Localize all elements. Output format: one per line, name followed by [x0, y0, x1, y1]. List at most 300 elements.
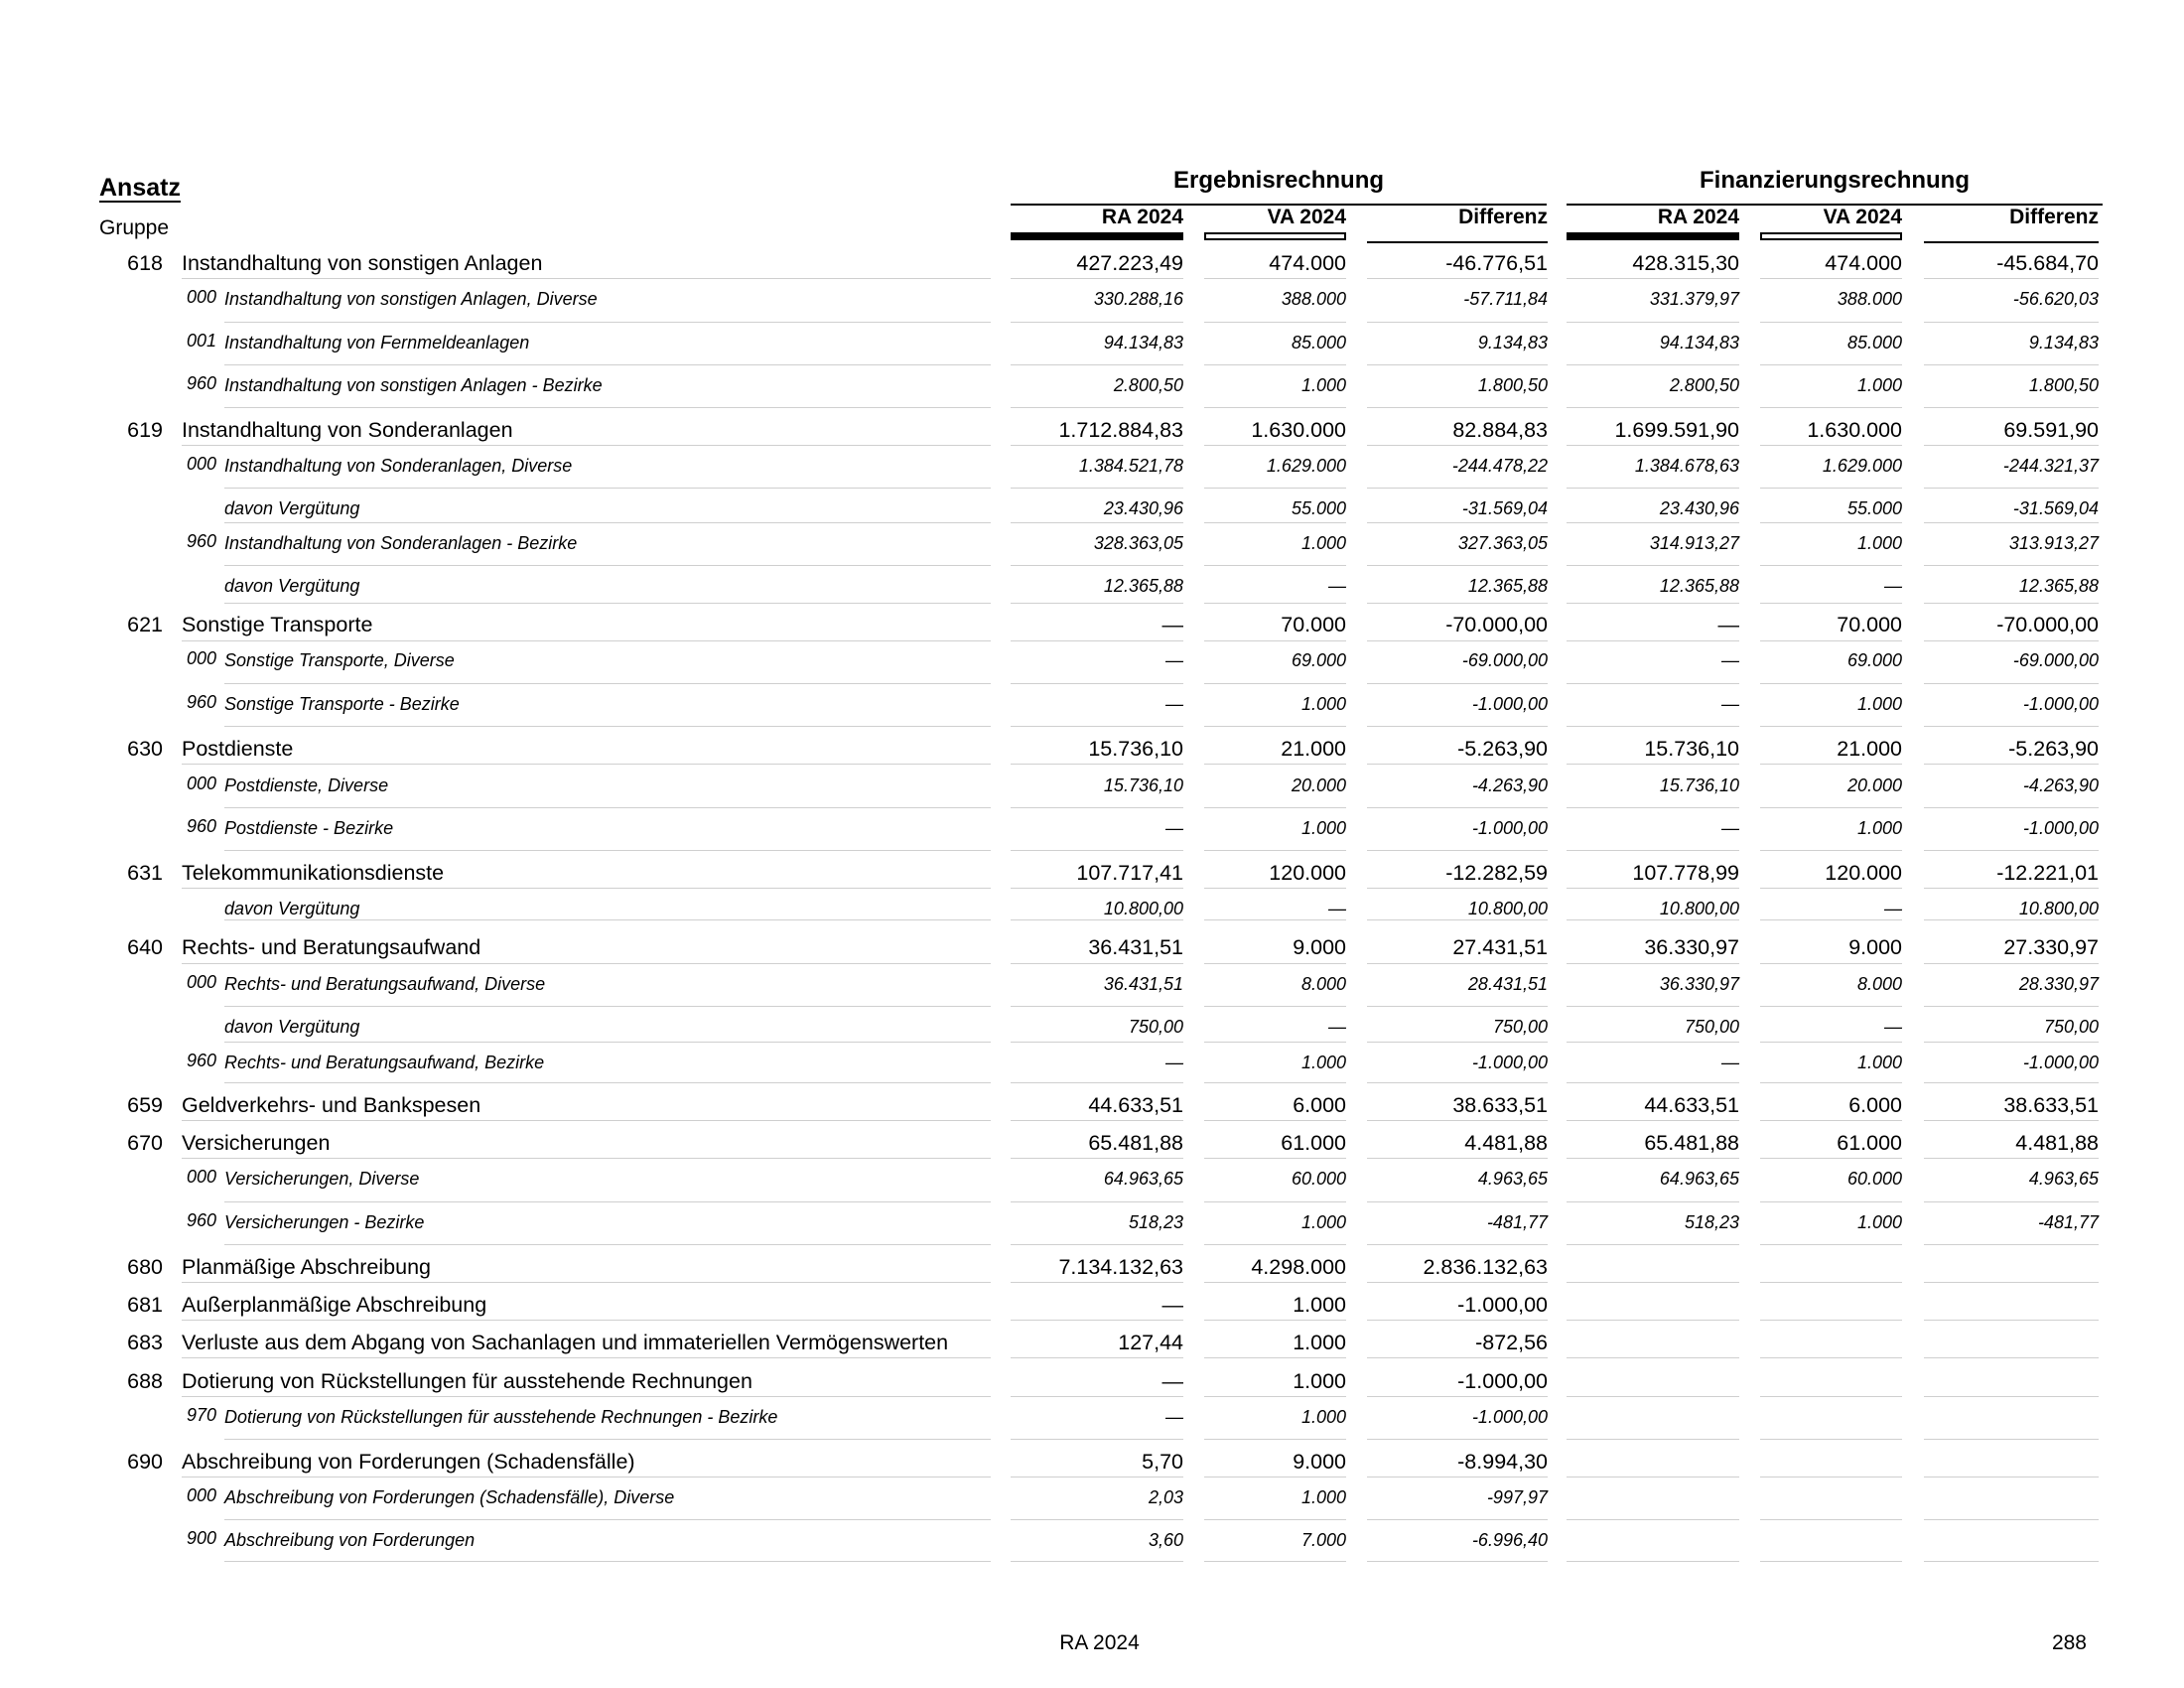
cell-rule [1924, 963, 2099, 964]
row-label-rule [182, 278, 991, 279]
cell-rule [1567, 726, 1739, 727]
row-value: 1.712.884,83 [1058, 418, 1183, 442]
row-label-rule [224, 603, 991, 604]
row-value: 1.000 [1293, 1369, 1346, 1393]
row-value: 4.963,65 [2028, 1169, 2099, 1189]
cell-rule [1204, 1282, 1346, 1283]
row-label-rule [182, 1120, 991, 1121]
cell-rule [1367, 445, 1548, 446]
row-value: 328.363,05 [1093, 533, 1183, 553]
cell-rule [1924, 764, 2099, 765]
row-label-rule [224, 1201, 991, 1202]
cell-rule [1924, 1120, 2099, 1121]
page-number: 288 [2051, 1631, 2087, 1654]
row-value: 12.365,88 [1103, 576, 1183, 596]
cell-rule [1204, 1158, 1346, 1159]
row-value: 27.330,97 [2003, 935, 2099, 959]
cell-rule [1011, 603, 1183, 604]
cell-rule [1204, 522, 1346, 523]
row-label-rule [224, 726, 991, 727]
cell-rule [1567, 1244, 1739, 1245]
cell-rule [1567, 850, 1739, 851]
cell-rule [1924, 1006, 2099, 1007]
cell-rule [1204, 764, 1346, 765]
row-code: 688 [127, 1369, 163, 1393]
cell-rule [1760, 1282, 1902, 1283]
row-value: 21.000 [1281, 737, 1346, 761]
cell-rule [1011, 764, 1183, 765]
cell-rule [1567, 1561, 1739, 1562]
cell-rule [1924, 364, 2099, 365]
cell-rule [1367, 764, 1548, 765]
cell-rule [1567, 764, 1739, 765]
cell-rule [1011, 1006, 1183, 1007]
row-label: Verluste aus dem Abgang von Sachanlagen und immateriellen Vermögenswerten [182, 1331, 949, 1354]
row-value: 1.384.678,63 [1634, 456, 1739, 476]
row-value: 4.481,88 [1464, 1131, 1548, 1155]
row-value: 69.591,90 [2003, 418, 2099, 442]
row-value: 4.298.000 [1251, 1255, 1346, 1279]
row-value: 36.330,97 [1644, 935, 1739, 959]
cell-rule [1367, 1244, 1548, 1245]
row-value: -12.221,01 [1996, 861, 2099, 885]
cell-rule [1760, 1561, 1902, 1562]
row-label: Sonstige Transporte - Bezirke [224, 694, 460, 714]
row-value: — [1721, 1053, 1739, 1072]
row-value: -481,77 [2037, 1212, 2099, 1232]
cell-rule [1924, 1158, 2099, 1159]
cell-rule [1924, 1396, 2099, 1397]
row-value: 1.630.000 [1251, 418, 1346, 442]
cell-rule [1567, 888, 1739, 889]
row-code: 960 [186, 1051, 216, 1070]
row-value: — [1165, 694, 1183, 714]
cell-rule [1924, 445, 2099, 446]
row-code: 900 [186, 1528, 216, 1548]
row-value: — [1328, 899, 1346, 918]
row-label-rule [182, 445, 991, 446]
cell-rule [1367, 488, 1548, 489]
row-code: 960 [186, 816, 216, 836]
row-label: Versicherungen [182, 1131, 331, 1155]
row-label-rule [224, 364, 991, 365]
row-value: — [1884, 899, 1902, 918]
cell-rule [1760, 1082, 1902, 1083]
column-header: VA 2024 [1267, 206, 1346, 228]
cell-rule [1567, 683, 1739, 684]
cell-rule [1367, 407, 1548, 408]
row-value: -244.478,22 [1451, 456, 1548, 476]
row-label: Rechts- und Beratungsaufwand, Bezirke [224, 1053, 545, 1072]
row-code: 659 [127, 1093, 163, 1117]
row-value: 36.330,97 [1659, 974, 1739, 994]
row-value: 70.000 [1837, 613, 1902, 636]
row-label-rule [224, 683, 991, 684]
cell-rule [1204, 888, 1346, 889]
cell-rule [1367, 603, 1548, 604]
row-value: 61.000 [1281, 1131, 1346, 1155]
row-label: Rechts- und Beratungsaufwand, Diverse [224, 974, 546, 994]
row-label: Instandhaltung von sonstigen Anlagen, Diverse [224, 289, 598, 309]
row-value: 9.134,83 [2028, 333, 2099, 352]
cell-rule [1760, 1158, 1902, 1159]
row-value: -45.684,70 [1996, 251, 2099, 275]
row-label-rule [182, 1357, 991, 1358]
cell-rule [1367, 640, 1548, 641]
cell-rule [1367, 1519, 1548, 1520]
row-value: — [1165, 1053, 1183, 1072]
row-value: -46.776,51 [1445, 251, 1548, 275]
cell-rule [1011, 640, 1183, 641]
cell-rule [1367, 522, 1548, 523]
row-value: 70.000 [1281, 613, 1346, 636]
cell-rule [1367, 888, 1548, 889]
row-value: -1.000,00 [1471, 1053, 1548, 1072]
row-code: 960 [186, 531, 216, 551]
cell-rule [1924, 850, 2099, 851]
row-value: 1.000 [1856, 694, 1902, 714]
cell-rule [1760, 1439, 1902, 1440]
row-value: -1.000,00 [1457, 1369, 1548, 1393]
ansatz-heading: Ansatz [99, 174, 181, 202]
row-label-rule [224, 322, 991, 323]
cell-rule [1011, 726, 1183, 727]
cell-rule [1204, 1519, 1346, 1520]
cell-rule [1367, 278, 1548, 279]
row-value: -5.263,90 [2008, 737, 2099, 761]
column-marker-hollow [1760, 232, 1902, 240]
cell-rule [1011, 1519, 1183, 1520]
row-value: -1.000,00 [2022, 818, 2099, 838]
cell-rule [1924, 683, 2099, 684]
cell-rule [1760, 640, 1902, 641]
row-label: Abschreibung von Forderungen (Schadensfälle), Diverse [224, 1487, 675, 1507]
cell-rule [1011, 683, 1183, 684]
cell-rule [1567, 488, 1739, 489]
cell-rule [1924, 1320, 2099, 1321]
row-value: 1.000 [1293, 1331, 1346, 1354]
cell-rule [1924, 1244, 2099, 1245]
cell-rule [1567, 565, 1739, 566]
cell-rule [1567, 1439, 1739, 1440]
cell-rule [1011, 1158, 1183, 1159]
row-code: 630 [127, 737, 163, 761]
row-value: — [1161, 1369, 1183, 1393]
row-label-rule [224, 1042, 991, 1043]
cell-rule [1924, 1561, 2099, 1562]
cell-rule [1760, 1320, 1902, 1321]
column-header: RA 2024 [1657, 206, 1739, 228]
cell-rule [1924, 1201, 2099, 1202]
cell-rule [1567, 1396, 1739, 1397]
row-code: 618 [127, 251, 163, 275]
cell-rule [1367, 1082, 1548, 1083]
cell-rule [1011, 488, 1183, 489]
row-value: 27.431,51 [1452, 935, 1548, 959]
row-value: — [1165, 1407, 1183, 1427]
row-label-rule [182, 764, 991, 765]
cell-rule [1011, 1120, 1183, 1121]
row-label: Versicherungen, Diverse [224, 1169, 420, 1189]
cell-rule [1204, 1042, 1346, 1043]
cell-rule [1011, 278, 1183, 279]
row-value: 69.000 [1846, 650, 1902, 670]
row-value: 44.633,51 [1088, 1093, 1183, 1117]
row-label-rule [182, 963, 991, 964]
cell-rule [1011, 1439, 1183, 1440]
row-value: 1.630.000 [1807, 418, 1902, 442]
cell-rule [1760, 726, 1902, 727]
row-label: Rechts- und Beratungsaufwand [182, 935, 481, 959]
row-code: 631 [127, 861, 163, 885]
row-value: -69.000,00 [2012, 650, 2099, 670]
row-value: 3,60 [1148, 1530, 1183, 1550]
row-value: 518,23 [1684, 1212, 1739, 1232]
cell-rule [1924, 1439, 2099, 1440]
cell-rule [1567, 1320, 1739, 1321]
row-value: — [1721, 650, 1739, 670]
cell-rule [1011, 1082, 1183, 1083]
row-value: 750,00 [1492, 1017, 1548, 1037]
row-value: 12.365,88 [2018, 576, 2099, 596]
cell-rule [1204, 1006, 1346, 1007]
cell-rule [1760, 1396, 1902, 1397]
row-value: 750,00 [1684, 1017, 1739, 1037]
cell-rule [1760, 1006, 1902, 1007]
cell-rule [1567, 1519, 1739, 1520]
cell-rule [1924, 278, 2099, 279]
column-marker-filled [1567, 232, 1739, 240]
row-label: Postdienste [182, 737, 294, 761]
row-value: -1.000,00 [2022, 694, 2099, 714]
row-value: 10.800,00 [1103, 899, 1183, 918]
cell-rule [1760, 1244, 1902, 1245]
cell-rule [1367, 963, 1548, 964]
cell-rule [1924, 565, 2099, 566]
row-label: Instandhaltung von Sonderanlagen, Diverse [224, 456, 573, 476]
gruppe-heading: Gruppe [99, 216, 170, 239]
cell-rule [1924, 807, 2099, 808]
row-value: 38.633,51 [1452, 1093, 1548, 1117]
row-label: Instandhaltung von sonstigen Anlagen [182, 251, 543, 275]
row-label: Sonstige Transporte [182, 613, 373, 636]
row-value: 44.633,51 [1644, 1093, 1739, 1117]
row-value: 38.633,51 [2003, 1093, 2099, 1117]
cell-rule [1204, 1439, 1346, 1440]
cell-rule [1760, 1120, 1902, 1121]
row-value: 28.330,97 [2018, 974, 2099, 994]
column-header-rule [1367, 241, 1548, 243]
row-label: Instandhaltung von sonstigen Anlagen - Bezirke [224, 375, 603, 395]
cell-rule [1924, 407, 2099, 408]
cell-rule [1204, 963, 1346, 964]
row-value: — [1161, 1293, 1183, 1317]
row-value: 1.000 [1293, 1293, 1346, 1317]
cell-rule [1204, 640, 1346, 641]
row-value: -70.000,00 [1445, 613, 1548, 636]
row-value: -481,77 [1486, 1212, 1548, 1232]
row-label-rule [224, 807, 991, 808]
cell-rule [1367, 1357, 1548, 1358]
cell-rule [1567, 919, 1739, 920]
row-value: -57.711,84 [1463, 289, 1548, 309]
row-value: 64.963,65 [1103, 1169, 1183, 1189]
row-label: Versicherungen - Bezirke [224, 1212, 425, 1232]
row-label: Planmäßige Abschreibung [182, 1255, 431, 1279]
row-value: 15.736,10 [1644, 737, 1739, 761]
cell-rule [1204, 850, 1346, 851]
cell-rule [1924, 726, 2099, 727]
row-value: 20.000 [1291, 775, 1346, 795]
row-value: -6.996,40 [1471, 1530, 1548, 1550]
row-value: 4.481,88 [2015, 1131, 2099, 1155]
cell-rule [1760, 445, 1902, 446]
row-value: 60.000 [1291, 1169, 1346, 1189]
cell-rule [1367, 1396, 1548, 1397]
cell-rule [1367, 726, 1548, 727]
row-value: 120.000 [1825, 861, 1902, 885]
row-value: 388.000 [1281, 289, 1346, 309]
cell-rule [1367, 1439, 1548, 1440]
row-label: Dotierung von Rückstellungen für ausstehende Rechnungen - Bezirke [224, 1407, 778, 1427]
cell-rule [1760, 1357, 1902, 1358]
cell-rule [1924, 1282, 2099, 1283]
row-value: 474.000 [1825, 251, 1902, 275]
row-label-rule [224, 1006, 991, 1007]
column-marker-filled [1011, 232, 1183, 240]
cell-rule [1204, 1082, 1346, 1083]
row-value: 10.800,00 [1659, 899, 1739, 918]
row-code: 000 [186, 648, 216, 668]
row-label-rule [224, 1082, 991, 1083]
cell-rule [1367, 1320, 1548, 1321]
row-value: 9.000 [1293, 935, 1346, 959]
row-value: 10.800,00 [1467, 899, 1548, 918]
cell-rule [1567, 1042, 1739, 1043]
row-value: — [1717, 613, 1739, 636]
cell-rule [1567, 1357, 1739, 1358]
row-value: — [1328, 576, 1346, 596]
cell-rule [1367, 1158, 1548, 1159]
cell-rule [1367, 1282, 1548, 1283]
cell-rule [1567, 603, 1739, 604]
cell-rule [1924, 522, 2099, 523]
row-code: 970 [186, 1405, 216, 1425]
footer-title: RA 2024 [1059, 1631, 1140, 1654]
column-header: Differenz [2009, 206, 2099, 228]
row-value: -8.994,30 [1457, 1450, 1548, 1474]
cell-rule [1567, 1282, 1739, 1283]
cell-rule [1760, 1519, 1902, 1520]
row-value: 474.000 [1269, 251, 1346, 275]
cell-rule [1760, 522, 1902, 523]
cell-rule [1011, 919, 1183, 920]
column-marker-hollow [1204, 232, 1346, 240]
cell-rule [1011, 807, 1183, 808]
row-value: 61.000 [1837, 1131, 1902, 1155]
row-label: Instandhaltung von Sonderanlagen [182, 418, 513, 442]
row-label-rule [224, 850, 991, 851]
cell-rule [1567, 1006, 1739, 1007]
row-code: 640 [127, 935, 163, 959]
cell-rule [1760, 919, 1902, 920]
column-header: VA 2024 [1823, 206, 1902, 228]
cell-rule [1367, 1201, 1548, 1202]
row-value: -69.000,00 [1461, 650, 1548, 670]
cell-rule [1204, 488, 1346, 489]
row-label: Instandhaltung von Sonderanlagen - Bezirke [224, 533, 578, 553]
cell-rule [1011, 322, 1183, 323]
row-value: 1.000 [1300, 694, 1346, 714]
cell-rule [1567, 640, 1739, 641]
row-label: davon Vergütung [224, 498, 360, 518]
row-value: 1.000 [1300, 1487, 1346, 1507]
row-value: 8.000 [1300, 974, 1346, 994]
row-code: 000 [186, 774, 216, 793]
row-code: 690 [127, 1450, 163, 1474]
row-value: 1.000 [1856, 1212, 1902, 1232]
row-value: 2.836.132,63 [1423, 1255, 1548, 1279]
row-code: 670 [127, 1131, 163, 1155]
row-value: — [1721, 694, 1739, 714]
row-label-rule [224, 1244, 991, 1245]
row-value: -1.000,00 [1457, 1293, 1548, 1317]
cell-rule [1367, 807, 1548, 808]
row-value: 15.736,10 [1088, 737, 1183, 761]
row-label-rule [224, 1519, 991, 1520]
row-value: 1.000 [1300, 1053, 1346, 1072]
row-value: 55.000 [1846, 498, 1902, 518]
row-value: 85.000 [1291, 333, 1346, 352]
cell-rule [1924, 1519, 2099, 1520]
row-value: 1.000 [1300, 1212, 1346, 1232]
cell-rule [1924, 603, 2099, 604]
cell-rule [1204, 364, 1346, 365]
row-value: 127,44 [1118, 1331, 1183, 1354]
cell-rule [1204, 1357, 1346, 1358]
cell-rule [1204, 683, 1346, 684]
row-label: davon Vergütung [224, 576, 360, 596]
cell-rule [1760, 603, 1902, 604]
cell-rule [1204, 1561, 1346, 1562]
cell-rule [1760, 1201, 1902, 1202]
row-value: 23.430,96 [1659, 498, 1739, 518]
row-code: 681 [127, 1293, 163, 1317]
row-value: 1.629.000 [1822, 456, 1902, 476]
cell-rule [1760, 807, 1902, 808]
row-value: -31.569,04 [2012, 498, 2099, 518]
column-header-rule [1924, 241, 2099, 243]
cell-rule [1924, 1082, 2099, 1083]
cell-rule [1567, 407, 1739, 408]
cell-rule [1760, 963, 1902, 964]
row-value: -244.321,37 [2002, 456, 2099, 476]
row-value: 36.431,51 [1088, 935, 1183, 959]
row-code: 000 [186, 1167, 216, 1187]
cell-rule [1011, 963, 1183, 964]
cell-rule [1760, 1042, 1902, 1043]
cell-rule [1567, 522, 1739, 523]
cell-rule [1011, 1561, 1183, 1562]
cell-rule [1924, 1042, 2099, 1043]
cell-rule [1367, 1120, 1548, 1121]
cell-rule [1204, 919, 1346, 920]
row-value: 94.134,83 [1103, 333, 1183, 352]
cell-rule [1367, 919, 1548, 920]
row-value: -4.263,90 [1471, 775, 1548, 795]
row-value: 1.384.521,78 [1078, 456, 1183, 476]
cell-rule [1367, 1042, 1548, 1043]
